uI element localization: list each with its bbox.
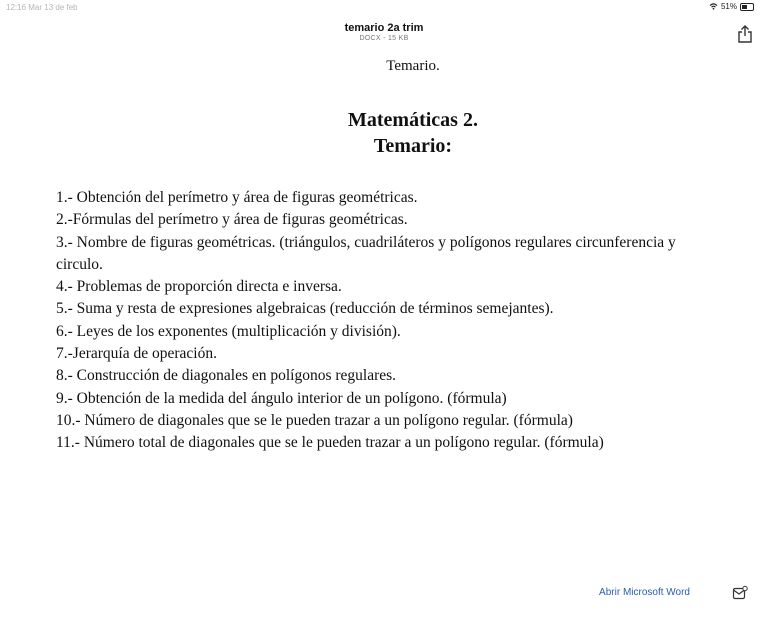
topic-item: 11.- Número total de diagonales que se le pueden trazar a un polígono regular. (fórmula) [56, 434, 604, 452]
battery-icon [740, 3, 754, 11]
status-indicators [709, 2, 754, 11]
file-title: temario 2a trim [344, 22, 424, 34]
wifi-icon [709, 3, 718, 10]
topic-item: 2.-Fórmulas del perímetro y área de figuras geométricas. [56, 211, 408, 229]
topic-item: 5.- Suma y resta de expresiones algebraicas (reducción de términos semejantes). [56, 300, 554, 318]
topic-item: 1.- Obtención del perímetro y área de figuras geométricas. [56, 189, 418, 206]
status-time-date: 12:16 Mar 13 de feb [6, 3, 78, 12]
topic-item: 4.- Problemas de proporción directa e inversa. [56, 278, 342, 296]
open-word-link[interactable]: Abrir Microsoft Word [599, 587, 690, 598]
file-header [0, 22, 768, 42]
topic-item: 3.- Nombre de figuras geométricas. (triángulos, cuadriláteros y polígonos regulares circunferencia y [56, 233, 676, 251]
mail-icon[interactable] [732, 585, 748, 601]
doc-heading: Temario. [386, 58, 440, 74]
doc-title: Matemáticas 2. [348, 109, 478, 131]
doc-subtitle: Temario: [373, 135, 453, 157]
topic-item: 8.- Construcción de diagonales en polígonos regulares. [56, 367, 397, 385]
topic-item: 7.-Jerarquía de operación. [56, 345, 217, 363]
share-icon[interactable] [736, 24, 754, 44]
topic-list [56, 187, 746, 455]
status-bar [0, 0, 768, 14]
topic-item: 10.- Número de diagonales que se le pueden trazar a un polígono regular. (fórmula) [56, 411, 573, 429]
topic-item: circulo. [56, 255, 103, 273]
topic-item: 6.- Leyes de los exponentes (multiplicación y división). [56, 322, 401, 340]
document-body [56, 58, 746, 455]
battery-percent: 51% [720, 2, 737, 11]
file-meta: DOCX - 15 KB [359, 35, 409, 42]
topic-item: 9.- Obtención de la medida del ángulo interior de un polígono. (fórmula) [56, 389, 507, 407]
